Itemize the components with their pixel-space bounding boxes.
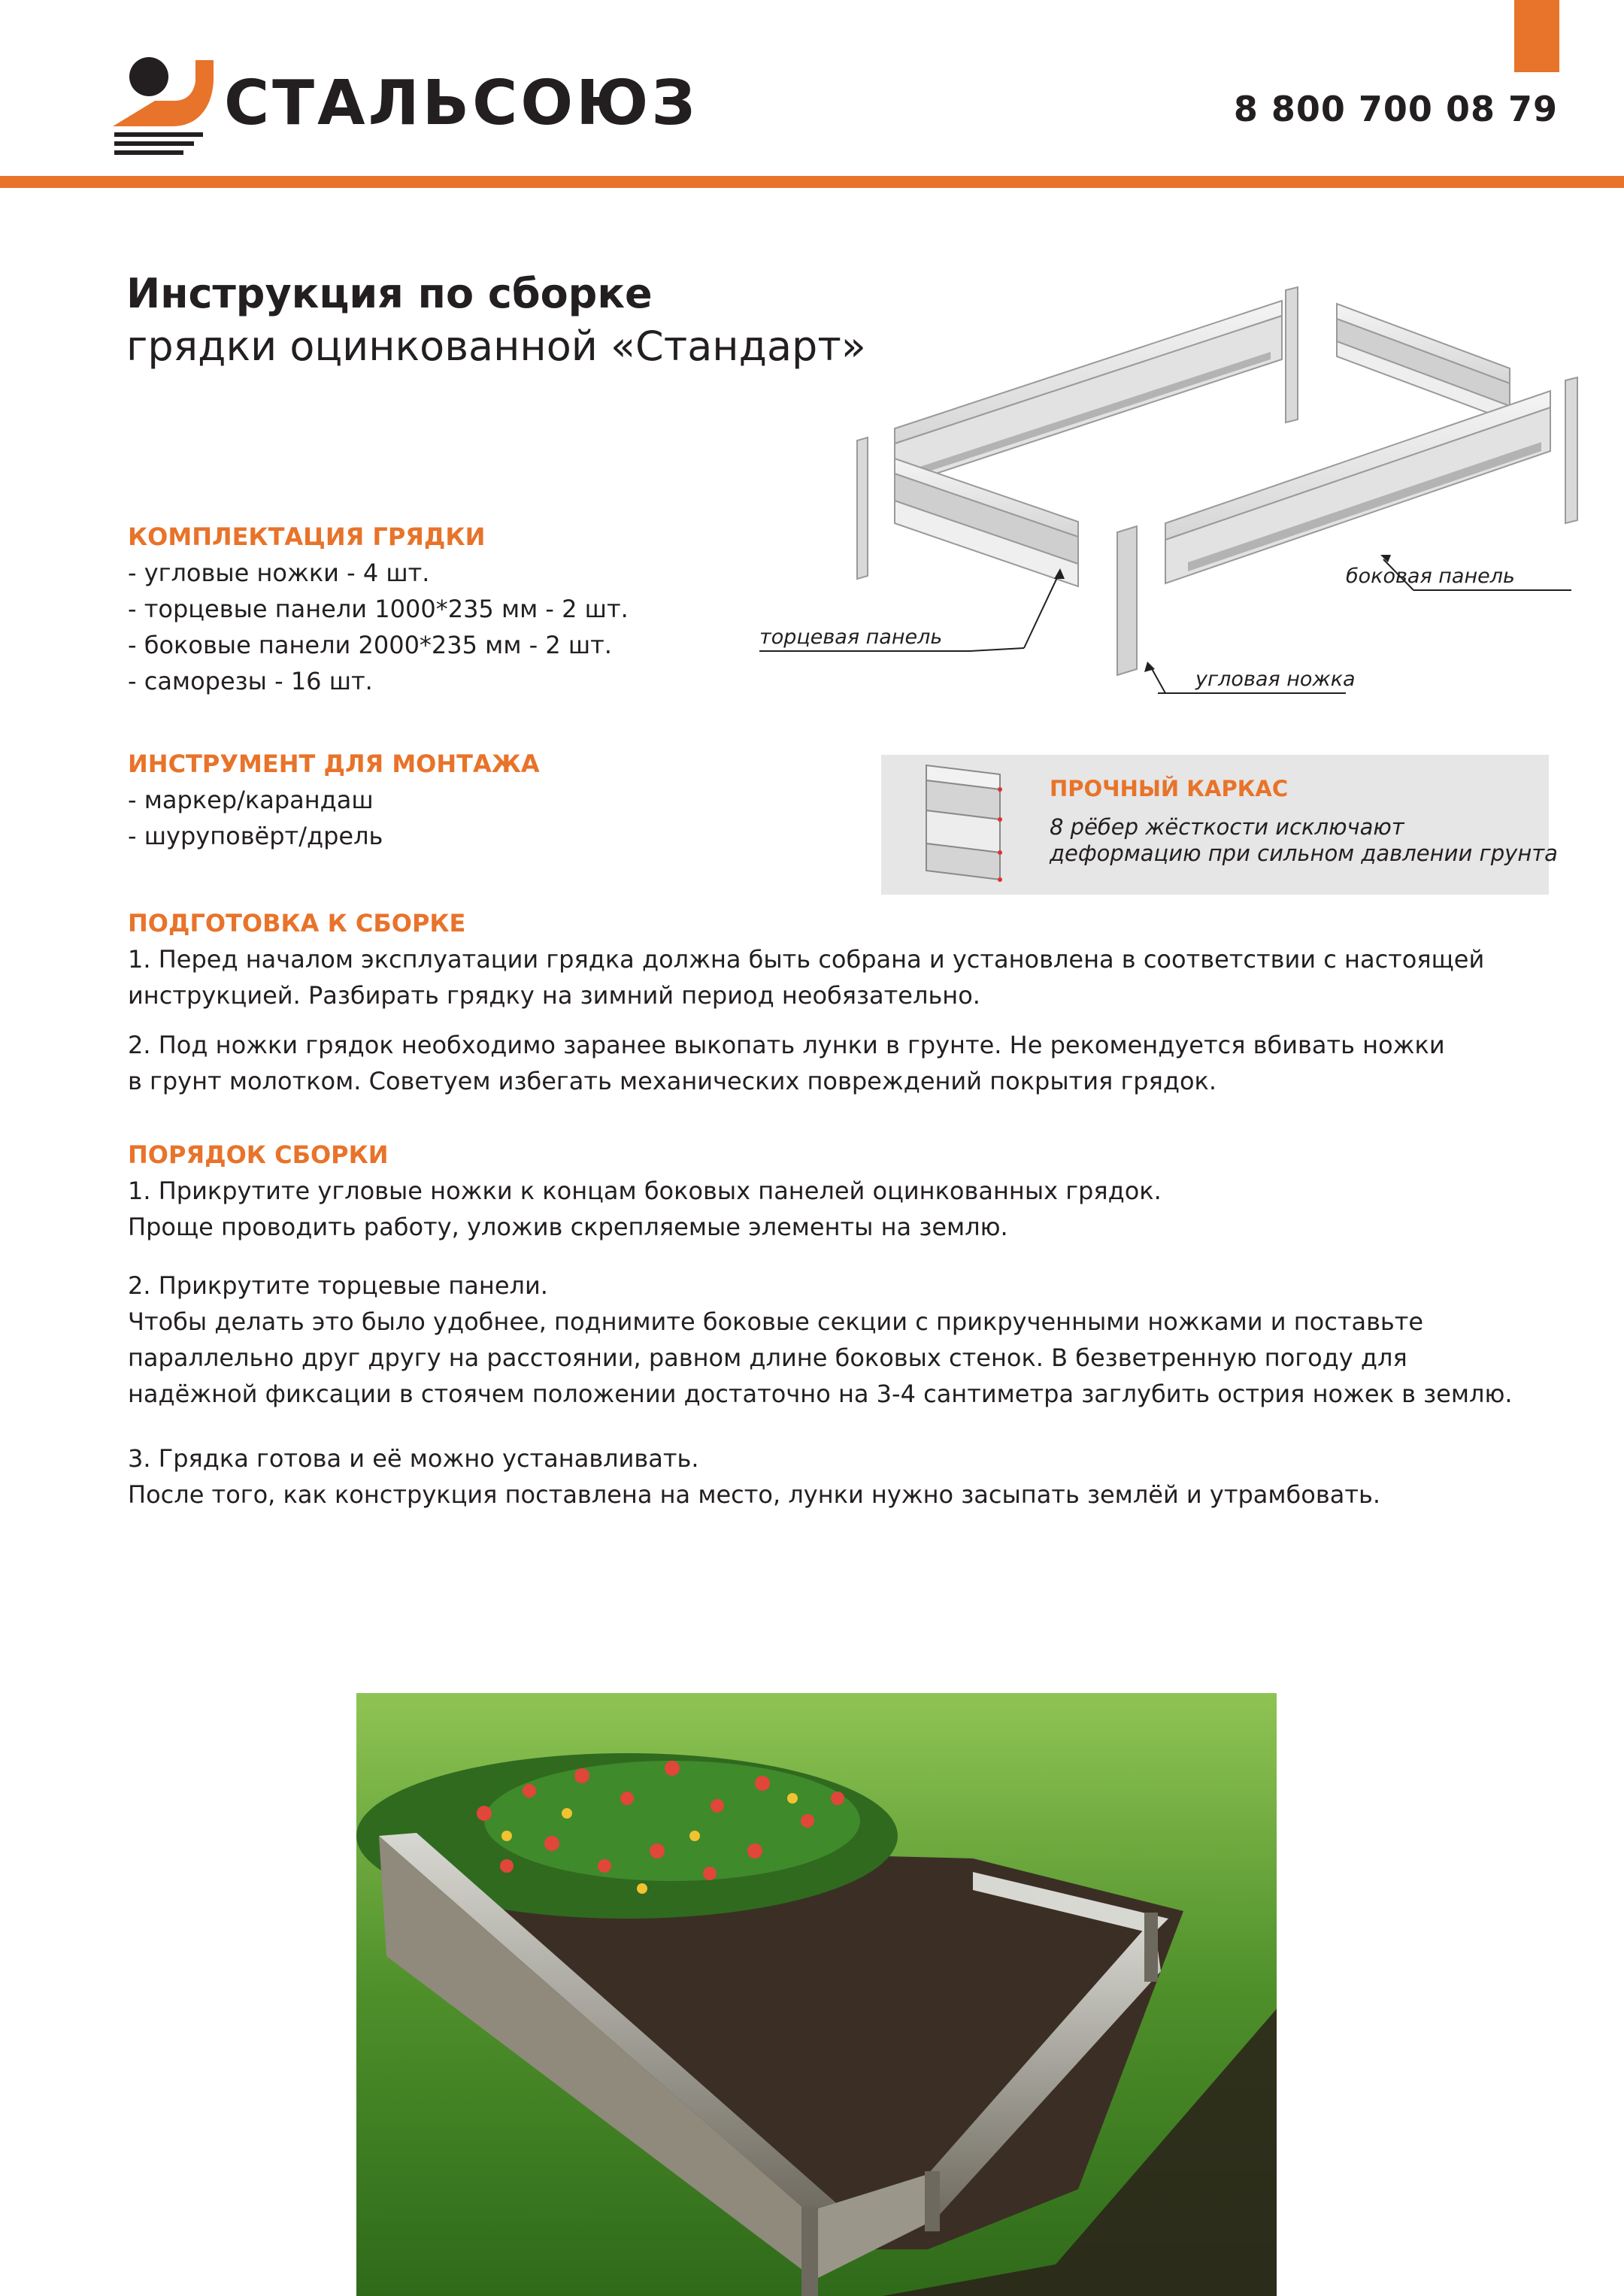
preparation-p2-line1: 2. Под ножки грядок необходимо заранее выкопать лунки в грунте. Не рекомендуется вбивать ножки <box>128 1031 1445 1059</box>
callout-title: ПРОЧНЫЙ КАРКАС <box>1050 776 1289 801</box>
kit-item-end-panels: - торцевые панели 1000*235 мм - 2 шт. <box>128 595 629 623</box>
panel-profile-icon <box>919 759 1009 889</box>
assembly-diagram <box>744 271 1586 714</box>
page-title: Инструкция по сборке <box>126 270 653 317</box>
assembly-step2-line1: 2. Прикрутите торцевые панели. <box>128 1271 548 1300</box>
brand-name: СТАЛЬСОЮЗ <box>224 68 698 139</box>
preparation-p1-line2: инструкцией. Разбирать грядку на зимний период необязательно. <box>128 981 980 1010</box>
kit-item-side-panels: - боковые панели 2000*235 мм - 2 шт. <box>128 631 612 659</box>
assembly-step3-line2: После того, как конструкция поставлена на место, лунки нужно засыпать землёй и утрамбовать. <box>128 1480 1380 1509</box>
garden-bed-photo <box>356 1693 1277 2296</box>
assembly-step1-line2: Проще проводить работу, уложив скрепляемые элементы на землю. <box>128 1213 1008 1241</box>
back-side-panel <box>895 301 1282 487</box>
front-corner-leg <box>1117 526 1137 675</box>
label-corner-leg: угловая ножка <box>1195 668 1356 691</box>
assembly-step2-line2: Чтобы делать это было удобнее, поднимите боковые секции с прикрученными ножками и поставьте <box>128 1307 1424 1336</box>
assembly-step2-line3: параллельно друг другу на расстоянии, равном длине боковых стенок. В безветренную погоду для <box>128 1343 1407 1372</box>
callout-text-line1: 8 рёбер жёсткости исключают <box>1050 814 1404 840</box>
front-end-panel <box>895 459 1078 586</box>
preparation-p2-line2: в грунт молотком. Советуем избегать механических повреждений покрытия грядок. <box>128 1067 1217 1095</box>
front-side-panel <box>1165 391 1550 583</box>
tools-heading: ИНСТРУМЕНТ ДЛЯ МОНТАЖА <box>128 750 540 778</box>
right-corner-leg <box>1565 377 1577 523</box>
tools-item-drill: - шуруповёрт/дрель <box>128 822 383 850</box>
label-end-panel: торцевая панель <box>759 625 943 649</box>
callout-text-line2: деформацию при сильном давлении грунта <box>1050 841 1558 866</box>
label-side-panel: боковая панель <box>1346 565 1515 588</box>
preparation-p1-line1: 1. Перед началом эксплуатации грядка должна быть собрана и установлена в соответствии с настоящей <box>128 945 1485 974</box>
kit-heading: КОМПЛЕКТАЦИЯ ГРЯДКИ <box>128 523 486 551</box>
back-end-panel <box>1337 304 1510 421</box>
page-subtitle: грядки оцинкованной «Стандарт» <box>126 323 866 370</box>
assembly-step1-line1: 1. Прикрутите угловые ножки к концам боковых панелей оцинкованных грядок. <box>128 1177 1162 1205</box>
left-corner-leg <box>857 438 868 579</box>
phone-number[interactable]: 8 800 700 08 79 <box>1233 89 1558 129</box>
assembly-heading: ПОРЯДОК СБОРКИ <box>128 1140 389 1169</box>
back-corner-leg <box>1286 287 1298 423</box>
header-accent-tab <box>1514 0 1559 72</box>
kit-item-legs: - угловые ножки - 4 шт. <box>128 559 430 587</box>
assembly-step2-line4: надёжной фиксации в стоячем положении достаточно на 3-4 сантиметра заглубить острия ножек в землю. <box>128 1380 1513 1408</box>
assembly-step3-line1: 3. Грядка готова и её можно устанавливать. <box>128 1444 699 1473</box>
kit-item-screws: - саморезы - 16 шт. <box>128 667 373 695</box>
header-divider <box>0 176 1624 188</box>
preparation-heading: ПОДГОТОВКА К СБОРКЕ <box>128 909 466 937</box>
tools-item-marker: - маркер/карандаш <box>128 786 374 814</box>
